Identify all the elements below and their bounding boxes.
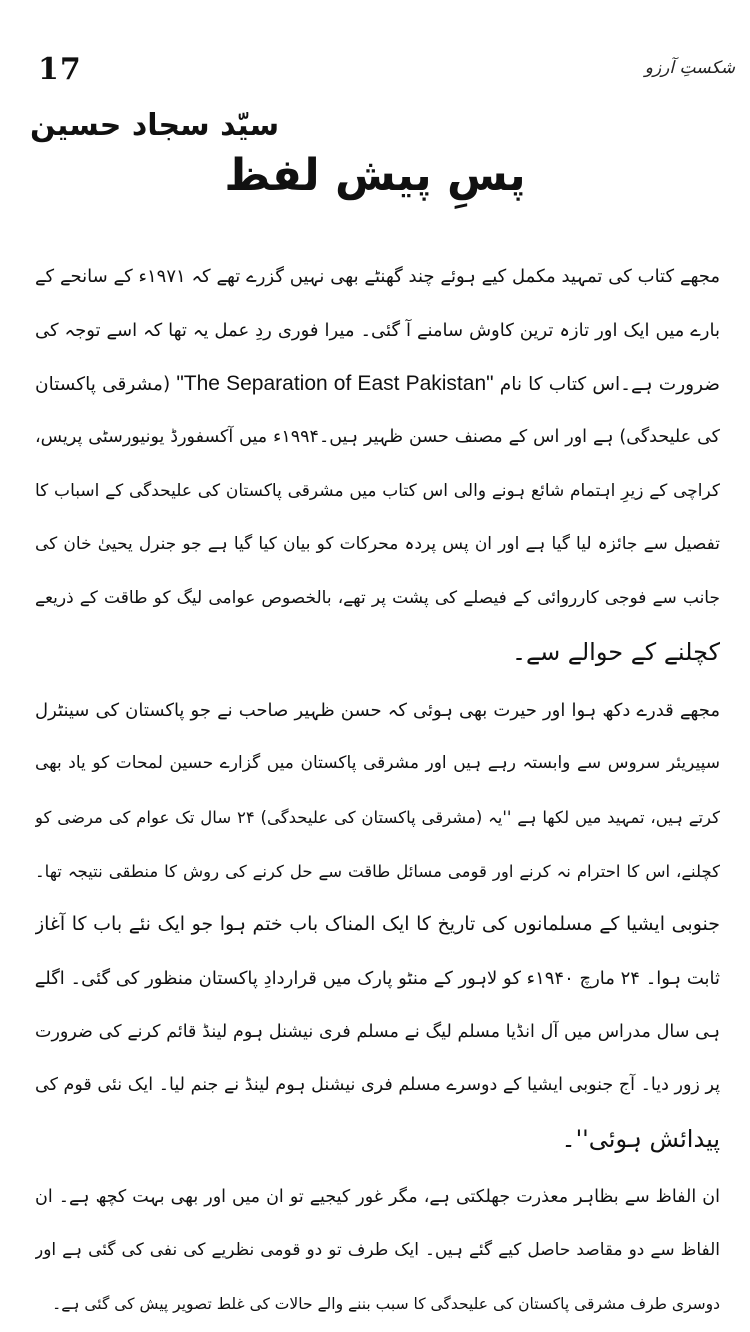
paragraph bbox=[35, 1171, 720, 1332]
running-header-book-title: شکستِ آرزو bbox=[644, 58, 735, 78]
text-line: کرتے ہیں، تمہید میں لکھا ہے ''یہ (مشرقی پاکستان کی علیحدگی) ۲۴ سال تک عوام کی مرضی کو bbox=[35, 807, 720, 827]
text-line: جنوبی ایشیا کے مسلمانوں کی تاریخ کا ایک المناک باب ختم ہوا جو ایک نئے باب کا آغاز bbox=[35, 913, 720, 936]
text-line: بارے میں ایک اور تازہ ترین کاوش سامنے آ گئی۔ میرا فوری ردِ عمل یہ تھا کہ اسے توجہ کی bbox=[35, 319, 720, 341]
text-line: دوسری طرف مشرقی پاکستان کی علیحدگی کا سبب بننے والے حالات کی غلط تصویر پیش کی گئی ہے۔ bbox=[52, 1295, 720, 1314]
body-text bbox=[35, 250, 720, 1332]
text-line: جانب سے فوجی کارروائی کے فیصلے کی پشت پر تھے، بالخصوص عوامی لیگ کو طاقت کے ذریعے bbox=[35, 588, 720, 609]
text-line: کچلنے، اس کا احترام نہ کرنے اور قومی مسائل طاقت سے حل کرنے کی روش کا منطقی نتیجہ تھا۔ bbox=[35, 861, 720, 881]
paragraph bbox=[35, 684, 720, 1167]
text-line: تفصیل سے جائزہ لیا گیا ہے اور ان پس پردہ محرکات کو بیان کیا گیا ہے جو جنرل یحییٰ خان کی bbox=[35, 534, 720, 555]
text-line: پر زور دیا۔ آج جنوبی ایشیا کے دوسرے مسلم فری نیشنل ہوم لینڈ نے جنم لیا۔ ایک نئی قوم کی bbox=[35, 1075, 720, 1096]
paragraph bbox=[35, 250, 720, 680]
text-line: سپیریئر سروس سے وابستہ رہے ہیں اور مشرقی پاکستان میں گزارے حسین لمحات کو یاد بھی bbox=[35, 753, 720, 774]
text-line: ان الفاظ سے بظاہر معذرت جھلکتی ہے، مگر غور کیجیے تو ان میں اور بھی بہت کچھ ہے۔ ان bbox=[35, 1186, 720, 1207]
text-line: ہی سال مدراس میں آل انڈیا مسلم لیگ نے مسلم فری نیشنل ہوم لینڈ قائم کرنے کی ضرورت bbox=[35, 1021, 720, 1042]
text-line-segment: ضرورت ہے۔اس کتاب کا نام bbox=[499, 374, 720, 396]
book-title-english: "The Separation of East Pakistan" bbox=[176, 372, 494, 396]
text-line: ثابت ہوا۔ ۲۴ مارچ ۱۹۴۰ء کو لاہور کے منٹو پارک میں قراردادِ پاکستان منظور کی گئی۔ اگلے bbox=[35, 967, 720, 989]
author-name: سیّد سجاد حسین bbox=[30, 108, 280, 143]
chapter-title: پسِ پیش لفظ bbox=[224, 150, 526, 201]
text-line: مجھے کتاب کی تمہید مکمل کیے ہوئے چند گھنٹے بھی نہیں گزرے تھے کہ ۱۹۷۱ء کے سانحے کے bbox=[35, 266, 720, 287]
text-line-segment: (مشرقی پاکستان bbox=[35, 374, 171, 396]
text-line: کراچی کے زیرِ اہتمام شائع ہونے والی اس کتاب میں مشرقی پاکستان کی علیحدگی کے اسباب کا bbox=[35, 480, 720, 501]
text-line: پیدائش ہوئی''۔ bbox=[561, 1125, 720, 1153]
text-line: کچلنے کے حوالے سے۔ bbox=[511, 637, 720, 666]
text-line bbox=[35, 357, 720, 411]
text-line: الفاظ سے دو مقاصد حاصل کیے گئے ہیں۔ ایک طرف تو دو قومی نظریے کی نفی کی گئی ہے اور bbox=[35, 1240, 720, 1261]
page-number: 17 bbox=[38, 52, 82, 87]
text-line: مجھے قدرے دکھ ہوا اور حیرت بھی ہوئی کہ حسن ظہیر صاحب نے جو پاکستان کی سینٹرل bbox=[35, 699, 720, 721]
text-line: کی علیحدگی) ہے اور اس کے مصنف حسن ظہیر ہیں۔۱۹۹۴ء میں آکسفورڈ یونیورسٹی پریس، bbox=[35, 427, 720, 448]
